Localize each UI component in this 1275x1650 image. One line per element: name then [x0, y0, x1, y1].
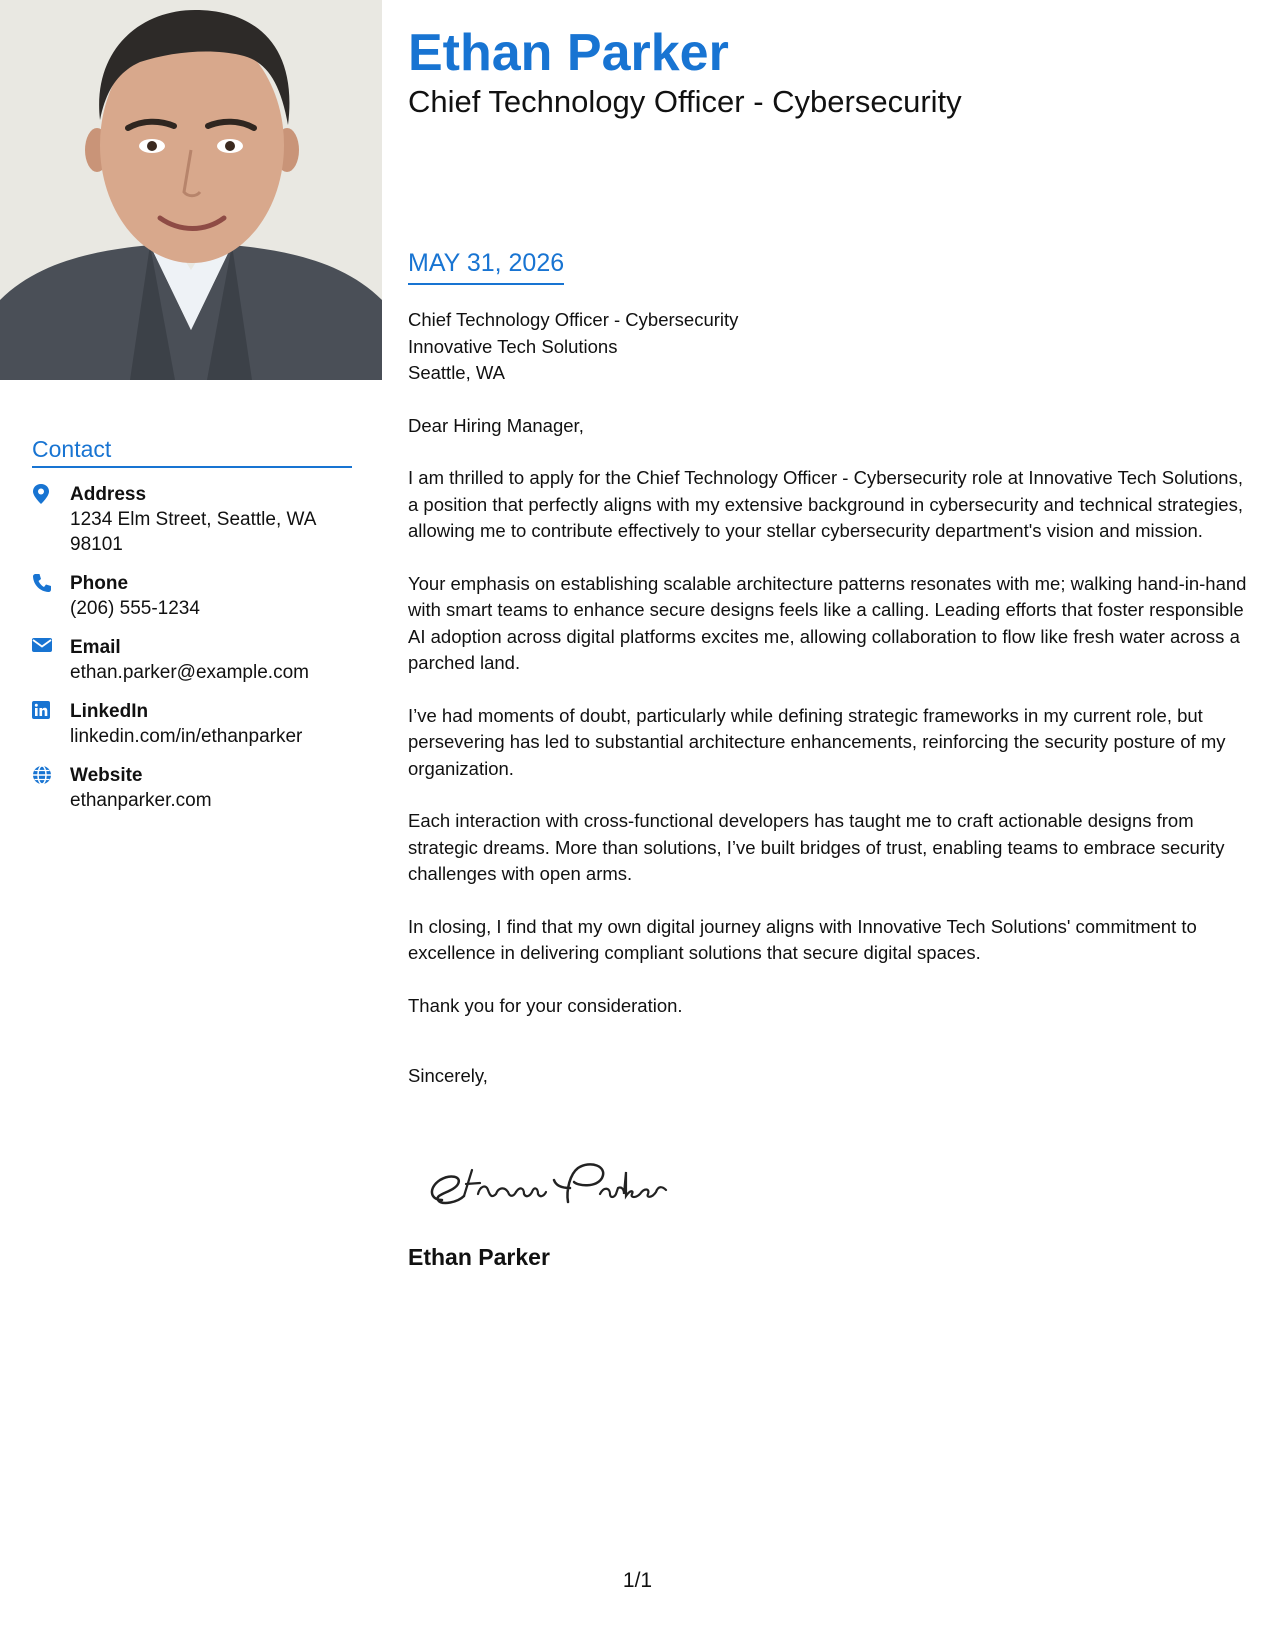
- letter-body: [408, 307, 1248, 1116]
- contact-list: [32, 482, 352, 813]
- contact-item-address: [32, 482, 352, 557]
- globe-icon: [32, 763, 70, 813]
- profile-photo: [0, 0, 382, 380]
- applicant-title: Chief Technology Officer - Cybersecurity: [408, 84, 962, 119]
- recipient-line: Innovative Tech Solutions: [408, 335, 618, 357]
- contact-item-email: [32, 635, 352, 685]
- recipient-block: [408, 307, 1248, 387]
- salutation: Dear Hiring Manager,: [408, 414, 584, 436]
- contact-label: Email: [70, 637, 121, 658]
- paragraph: I am thrilled to apply for the Chief Technology Officer - Cybersecurity role at Innovative Tech Solutions, a position that perfectly aligns with my extensive background in cybersecurity and technical strategies, allowing me to contribute effectively to your stellar cybersecurity department's vision and mission.: [408, 467, 1243, 541]
- closing: Sincerely,: [408, 1065, 488, 1086]
- envelope-icon: [32, 635, 70, 685]
- phone-icon: [32, 571, 70, 621]
- website-value: ethanparker.com: [70, 790, 212, 811]
- map-pin-icon: [32, 482, 70, 557]
- contact-label: Address: [70, 484, 147, 505]
- paragraph: Each interaction with cross-functional developers has taught me to craft actionable designs from strategic dreams. More than solutions, I’ve built bridges of trust, enabling teams to embrace security challenges with open arms.: [408, 810, 1225, 884]
- contact-label: Website: [70, 765, 143, 786]
- paragraph: I’ve had moments of doubt, particularly while defining strategic frameworks in my current role, but persevering has led to substantial architecture enhancements, reinforcing the security posture of my organization.: [408, 704, 1226, 779]
- contact-label: Phone: [70, 573, 129, 594]
- signoff-name: Ethan Parker: [408, 1244, 550, 1270]
- contact-item-linkedin: [32, 699, 352, 749]
- address-value: 1234 Elm Street, Seattle, WA 98101: [70, 509, 316, 555]
- phone-value: (206) 555-1234: [70, 598, 200, 619]
- handwritten-signature: [420, 1150, 680, 1220]
- recipient-line: Seattle, WA: [408, 362, 505, 383]
- recipient-line: Chief Technology Officer - Cybersecurity: [408, 309, 739, 330]
- letter-date: MAY 31, 2026: [408, 247, 564, 285]
- paragraph: Your emphasis on establishing scalable architecture patterns resonates with me; walking hand-in-hand with smart teams to enhance secure designs feels like a calling. Leading efforts that foster responsible AI adoption across digital platforms excites me, allowing collaboration to flow like fresh water across a parched land.: [408, 572, 1247, 673]
- applicant-name: Ethan Parker: [408, 24, 729, 82]
- paragraph: In closing, I find that my own digital journey aligns with Innovative Tech Solutions' commitment to excellence in delivering compliant solutions that secure digital spaces.: [408, 915, 1197, 963]
- page-number: 1/1: [622, 1569, 653, 1592]
- linkedin-value: linkedin.com/in/ethanparker: [70, 726, 303, 747]
- sidebar: [32, 436, 352, 827]
- contact-heading: Contact: [32, 436, 352, 468]
- contact-item-website: [32, 763, 352, 813]
- contact-label: LinkedIn: [70, 701, 149, 722]
- contact-item-phone: [32, 571, 352, 621]
- linkedin-icon: [32, 699, 70, 749]
- email-value: ethan.parker@example.com: [70, 662, 309, 683]
- paragraph: Thank you for your consideration.: [408, 994, 683, 1016]
